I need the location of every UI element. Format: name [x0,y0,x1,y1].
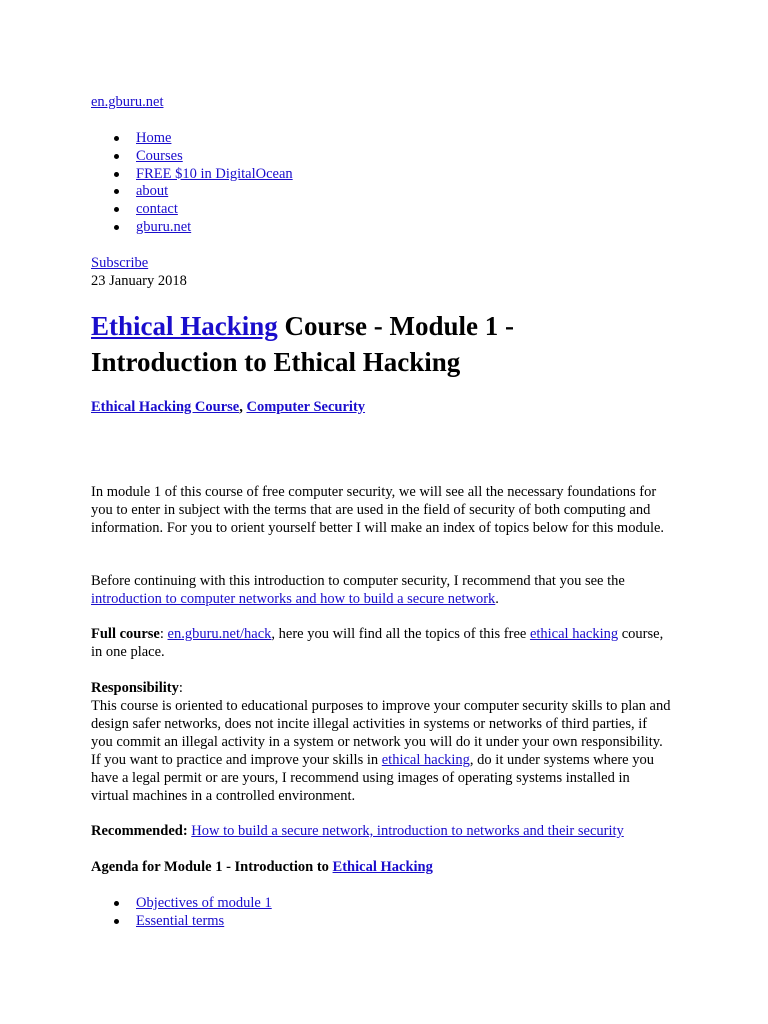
full-course-end: course, in one place. [91,626,664,660]
before-text: Before continuing with this introduction to computer security, I recommend that you see the [91,573,625,589]
responsibility-ethical-hacking-link[interactable]: ethical hacking [381,752,470,768]
full-course-mid: , here you will find all the topics of this free [271,626,530,642]
intro-paragraph: In module 1 of this course of free computer security, we will see all the necessary foundations for you to enter in subject with the terms that are used in the field of security of both computing and information. For you to orient yourself better I will make an index of topics below for this module. [91,484,665,536]
agenda-link-essential-terms[interactable]: Essential terms [136,912,225,929]
full-course-link[interactable]: en.gburu.net/hack [167,626,272,642]
ethical-hacking-link[interactable]: ethical hacking [529,626,619,642]
nav-link-courses[interactable]: Courses [136,147,183,164]
agenda-list [91,894,272,930]
before-paragraph [91,572,671,608]
networks-intro-link[interactable]: introduction to computer networks and how to build a secure network [91,591,496,607]
nav-item-digitalocean [91,165,293,183]
full-course-label: Full course [91,626,160,642]
nav-item-gburu [91,218,293,236]
before-end: . [495,591,499,607]
nav-menu [91,129,293,236]
page-title [91,308,711,380]
nav-link-about[interactable]: about [136,183,169,200]
agenda-link-objectives[interactable]: Objectives of module 1 [136,895,272,911]
full-course-colon: : [159,626,168,642]
title-line2: Introduction to Ethical Hacking [91,347,461,377]
agenda-ethical-hacking-link[interactable]: Ethical Hacking [332,859,433,875]
post-date: 23 January 2018 [91,273,187,289]
recommended-label: Recommended: [91,823,188,839]
title-line1-rest: Course - Module 1 - [277,311,515,341]
nav-link-contact[interactable]: contact [136,201,178,218]
subscribe-link[interactable]: Subscribe [91,255,149,271]
agenda-item-objectives [91,894,272,912]
nav-link-home[interactable]: Home [136,130,172,146]
category-link-security[interactable]: Computer Security [246,399,366,415]
site-link[interactable]: en.gburu.net [91,94,164,110]
responsibility-colon: : [178,680,183,696]
responsibility-text: This course is oriented to educational purposes to improve your computer security skills to plan and design safer networks, does not incite illegal activities in systems or networks of third parties, if you commit an illegal activity in a system or network you will do it under your own responsibility. If you want to practice and improve your skills in [91,698,671,768]
category-link-course[interactable]: Ethical Hacking Course [91,399,240,415]
category-links [91,398,365,416]
nav-item-contact [91,200,293,218]
responsibility-label: Responsibility [91,680,179,696]
recommended-link[interactable]: How to build a secure network, introduction to networks and their security [191,823,624,839]
agenda-heading-text: Agenda for Module 1 - Introduction to [91,859,333,875]
title-link-ethical-hacking[interactable]: Ethical Hacking [91,311,278,341]
full-course-paragraph [91,625,671,661]
nav-link-gburu[interactable]: gburu.net [136,218,192,235]
nav-item-about [91,182,293,200]
nav-link-digitalocean[interactable]: FREE $10 in DigitalOcean [136,165,293,182]
responsibility-end: , do it under systems where you have a legal permit or are yours, I recommend using images of operating systems installed in virtual machines in a controlled environment. [91,752,654,804]
responsibility-paragraph [91,679,671,805]
agenda-item-essential-terms [91,912,272,930]
recommended-paragraph [91,822,671,840]
agenda-heading [91,858,671,876]
nav-item-courses [91,147,293,165]
nav-item-home [91,129,293,147]
category-separator: , [239,399,247,415]
